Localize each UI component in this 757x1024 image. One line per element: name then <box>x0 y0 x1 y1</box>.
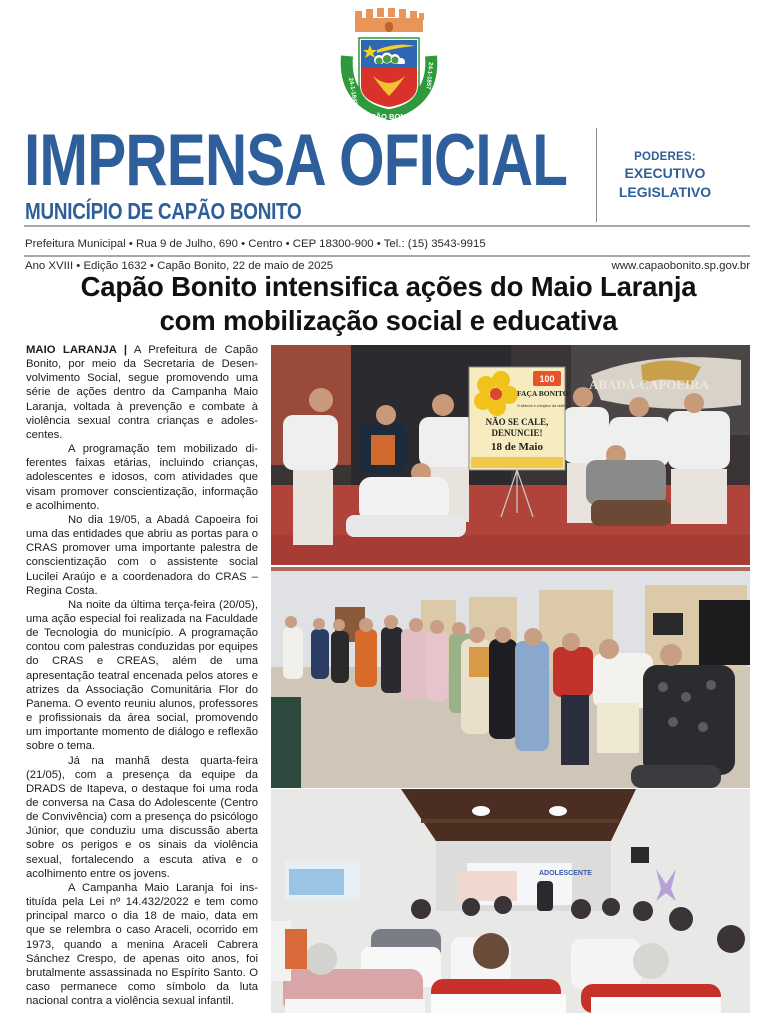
banner-badge: 100 <box>539 374 555 384</box>
banner-tagline: O silêncio é cúmplice da violência <box>517 404 571 408</box>
crest-date-left: 24-1-1843 <box>347 77 358 106</box>
powers-label: PODERES: <box>634 151 696 163</box>
photo-conversation-circle <box>271 789 750 1013</box>
banner-title: FAÇA BONITO <box>517 389 569 398</box>
article-paragraph: No dia 19/05, a Abadá Capoeira foi uma das entidades que abriu as portas para o CRAS promover uma importante palestra de conscientização com o assistente social Lucilei Araújo e a coordenadora do CRAS – Regina Costa. <box>26 513 258 597</box>
municipal-crest-logo <box>337 6 441 122</box>
article-paragraph: A Campanha Maio Laranja foi instituída pela Lei nº 14.432/2022 e tem como principal marco o dia 18 de maio, data em que se relembra o caso Araceli, ocorrido em 1973, quando a menina Araceli Cabrera Sánchez Crespo, de apenas oito anos, foi brutalmente assassinada no Espírito Santo. O caso permanece como símbolo da luta nacional contra a violência sexual infantil. <box>26 881 258 1008</box>
masthead-divider <box>596 128 597 222</box>
banner-line-3: NÃO SE CALE, <box>485 417 549 427</box>
article-kicker: MAIO LARANJA | <box>26 344 128 356</box>
headline-line-1: Capão Bonito intensifica ações do Maio Laranja <box>80 271 697 302</box>
crest-ribbon-text: CAPÃO BONITO <box>359 112 419 121</box>
photo-theatre-presentation <box>271 567 750 788</box>
crest-date-right: 24-1-1857 <box>424 61 433 90</box>
article-paragraph: Já na manhã desta quarta-feira (21/05), com a presença da equipe da DRADS de Itapeva, o destaque foi uma roda de conversa na Casa do Adolescente (Centro de Convivência) com a presença do psicólogo Júnior, que conduziu uma discussão aberta sobre os perigos e os sinais da violência sexual, fortalecendo a escuta ativa e o acolhimento entre os jovens. <box>26 754 258 880</box>
banner-line-4: DENUNCIE! <box>491 428 543 438</box>
address-line: Prefeitura Municipal • Rua 9 de Julho, 690 • Centro • CEP 18300-900 • Tel.: (15) 3543-9915 <box>25 238 486 250</box>
headline-line-2: com mobilização social e educativa <box>159 305 618 336</box>
header-rule <box>24 255 750 257</box>
article-body <box>26 343 258 1008</box>
masthead-subtitle: MUNICÍPIO DE CAPÃO BONITO <box>25 198 302 224</box>
article-paragraph: MAIO LARANJA | A Prefeitura de Capão Bonito, por meio da Secretaria de Desenvolvimento Social, segue promovendo uma série de ações dentro da Campanha Maio Laranja, voltada à prevenção e combate à violência sexual contra crianças e adolescentes. <box>26 344 258 441</box>
article-paragraph: A programação tem mobilizado diferentes faixas etárias, incluindo crianças, adolescentes e idosos, com atividades que visam promover conscientização, informação e acolhimento. <box>26 443 258 512</box>
website-link[interactable]: www.capaobonito.sp.gov.br <box>611 260 750 272</box>
power-executivo: EXECUTIVO <box>624 165 706 181</box>
banner-date: 18 de Maio <box>491 441 543 453</box>
power-legislativo: LEGISLATIVO <box>618 184 712 200</box>
wall-sign-text: ABADÁ-CAPOEIRA <box>589 377 709 392</box>
photo-capoeira-group <box>271 345 750 565</box>
article-headline <box>20 270 757 338</box>
edition-line: Ano XVIII • Edição 1632 • Capão Bonito, 22 de maio de 2025 <box>25 260 334 272</box>
header-rule <box>24 225 750 227</box>
powers-block <box>600 150 730 202</box>
masthead-title: IMPRENSA OFICIAL <box>24 120 568 201</box>
screen-sign-text: ADOLESCENTE <box>539 870 592 877</box>
article-paragraph: Na noite da última terça-feira (20/05), uma ação especial foi realizada na Faculdade de Tecnologia do município. A programação contou com palestras conduzidas por equipes do CRAS e CREAS, além de uma apresentação teatral encenada pelos atores e atrizes da Associação Comunitária Flor do Panema. O evento reuniu alunos, professores e profissionais da área social, promovendo um importante momento de diálogo e reflexão sobre o tema. <box>26 598 258 753</box>
